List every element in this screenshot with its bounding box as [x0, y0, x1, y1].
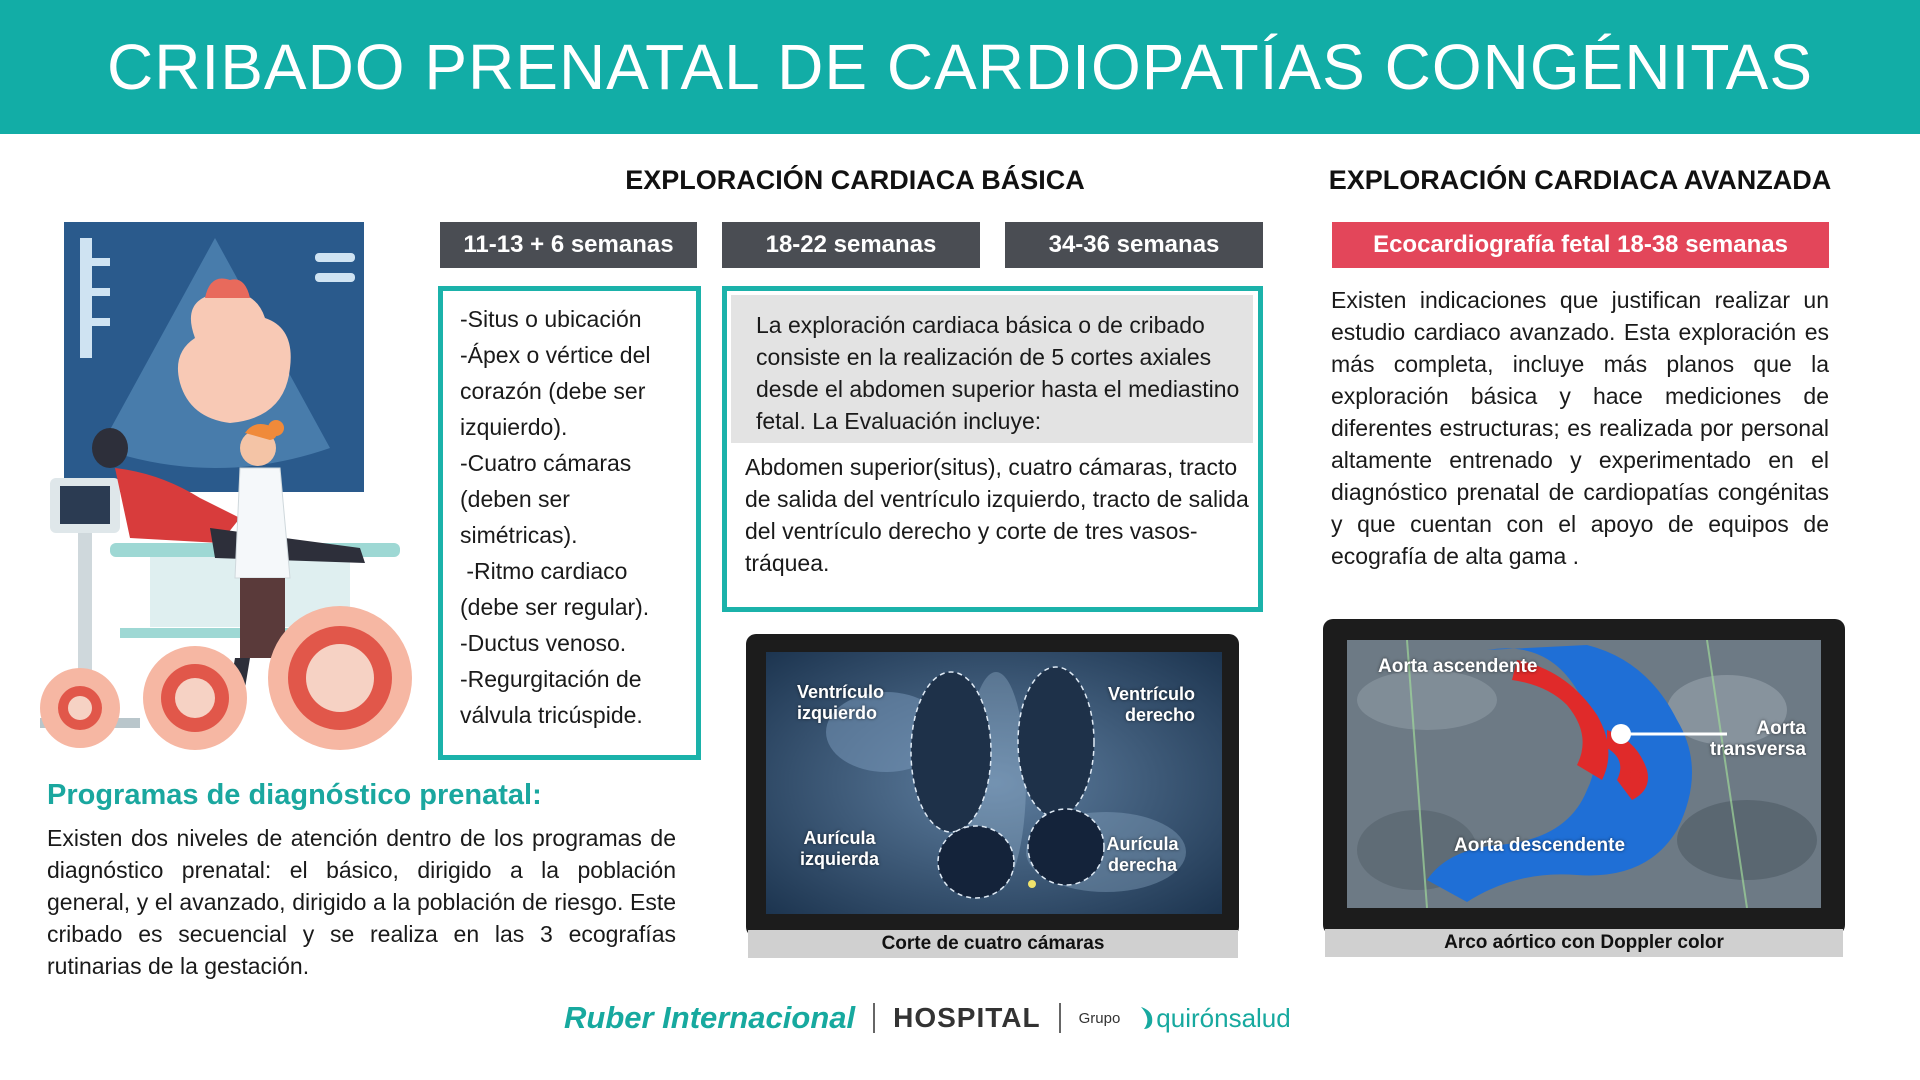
footer-logos: [564, 1000, 1291, 1036]
ruber-logo: Ruber Internacional: [564, 1000, 856, 1035]
logo-divider: [1059, 1003, 1061, 1033]
list-item: (deben ser: [460, 486, 570, 512]
aortic-arch-image: [1347, 640, 1821, 908]
basic-checklist: [443, 291, 696, 733]
list-item: simétricas).: [460, 522, 578, 548]
label-left-ventricle: Ventrículo izquierdo: [797, 682, 885, 723]
label-descending-aorta: Aorta descendente: [1454, 835, 1626, 856]
basic-description-box: [722, 286, 1263, 612]
tab-18-22-weeks: 18-22 semanas: [722, 222, 980, 268]
list-item: -Ápex o vértice del: [460, 342, 651, 368]
tab-fetal-echocardiography: Ecocardiografía fetal 18-38 semanas: [1332, 222, 1829, 268]
label-right-atrium: Aurícula derecha: [1106, 834, 1179, 875]
label-left-atrium: Aurícula izquierda: [799, 828, 879, 869]
list-item: -Situs o ubicación: [460, 306, 642, 332]
basic-detail: Abdomen superior(situs), cuatro cámaras, tracto de salida del ventrículo izquierdo, tracto de salida del ventrículo derecho y corte de tres vasos-tráquea.: [745, 454, 1249, 576]
list-item: válvula tricúspide.: [460, 702, 643, 728]
advanced-section-title: EXPLORACIÓN CARDIACA AVANZADA: [1328, 165, 1832, 195]
aortic-arch-caption: Arco aórtico con Doppler color: [1325, 929, 1843, 957]
programs-text: Existen dos niveles de atención dentro de los programas de diagnóstico prenatal: el básico, dirigido a la población general, y el avanzado, dirigido a la población de riesgo. Este cribado es secuencial y se realiza en las 3 ecografías rutinarias de la gestación.: [47, 825, 676, 979]
page-title: CRIBADO PRENATAL DE CARDIOPATÍAS CONGÉNITAS: [106, 31, 1814, 103]
label-transverse-aorta: Aorta transversa: [1709, 718, 1806, 760]
grupo-label: Grupo: [1078, 1009, 1121, 1027]
label-ascending-aorta: Aorta ascendente: [1378, 656, 1538, 677]
list-item: -Regurgitación de: [460, 666, 642, 692]
ultrasound-illustration: [40, 218, 420, 758]
hospital-logo: HOSPITAL: [893, 1002, 1041, 1033]
list-item: -Cuatro cámaras: [460, 450, 632, 476]
list-item: (debe ser regular).: [460, 594, 650, 620]
tab-11-13-weeks: 11-13 + 6 semanas: [440, 222, 697, 268]
list-item: -Ritmo cardiaco: [460, 558, 628, 584]
four-chamber-caption: Corte de cuatro cámaras: [748, 930, 1238, 958]
label-right-ventricle: Ventrículo derecho: [1107, 684, 1195, 725]
quironsalud-logo: quirónsalud: [1138, 1003, 1290, 1034]
tab-34-36-weeks: 34-36 semanas: [1005, 222, 1263, 268]
programs-title: Programas de diagnóstico prenatal:: [47, 779, 542, 811]
logo-divider: [873, 1003, 875, 1033]
basic-intro: La exploración cardiaca básica o de cribado consiste en la realización de 5 cortes axiales desde el abdomen superior hasta el mediastino fetal. La Evaluación incluye:: [731, 295, 1253, 443]
list-item: corazón (debe ser: [460, 378, 646, 404]
basic-checklist-box: [438, 286, 701, 760]
list-item: -Ductus venoso.: [460, 630, 627, 656]
list-item: izquierdo).: [460, 414, 568, 440]
advanced-description: Existen indicaciones que justifican realizar un estudio cardiaco avanzado. Esta exploración es más completa, incluye más planos que la exploración básica y hace mediciones de diferentes estructuras; es realizada por personal altamente entrenado y experimentado en el diagnóstico prenatal de cardiopatías congénitas y que cuentan con el apoyo de equipos de ecografía de alta gama .: [1331, 287, 1829, 569]
quironsalud-mark-icon: [1138, 1005, 1156, 1031]
basic-section-title: EXPLORACIÓN CARDIACA BÁSICA: [625, 165, 1085, 195]
